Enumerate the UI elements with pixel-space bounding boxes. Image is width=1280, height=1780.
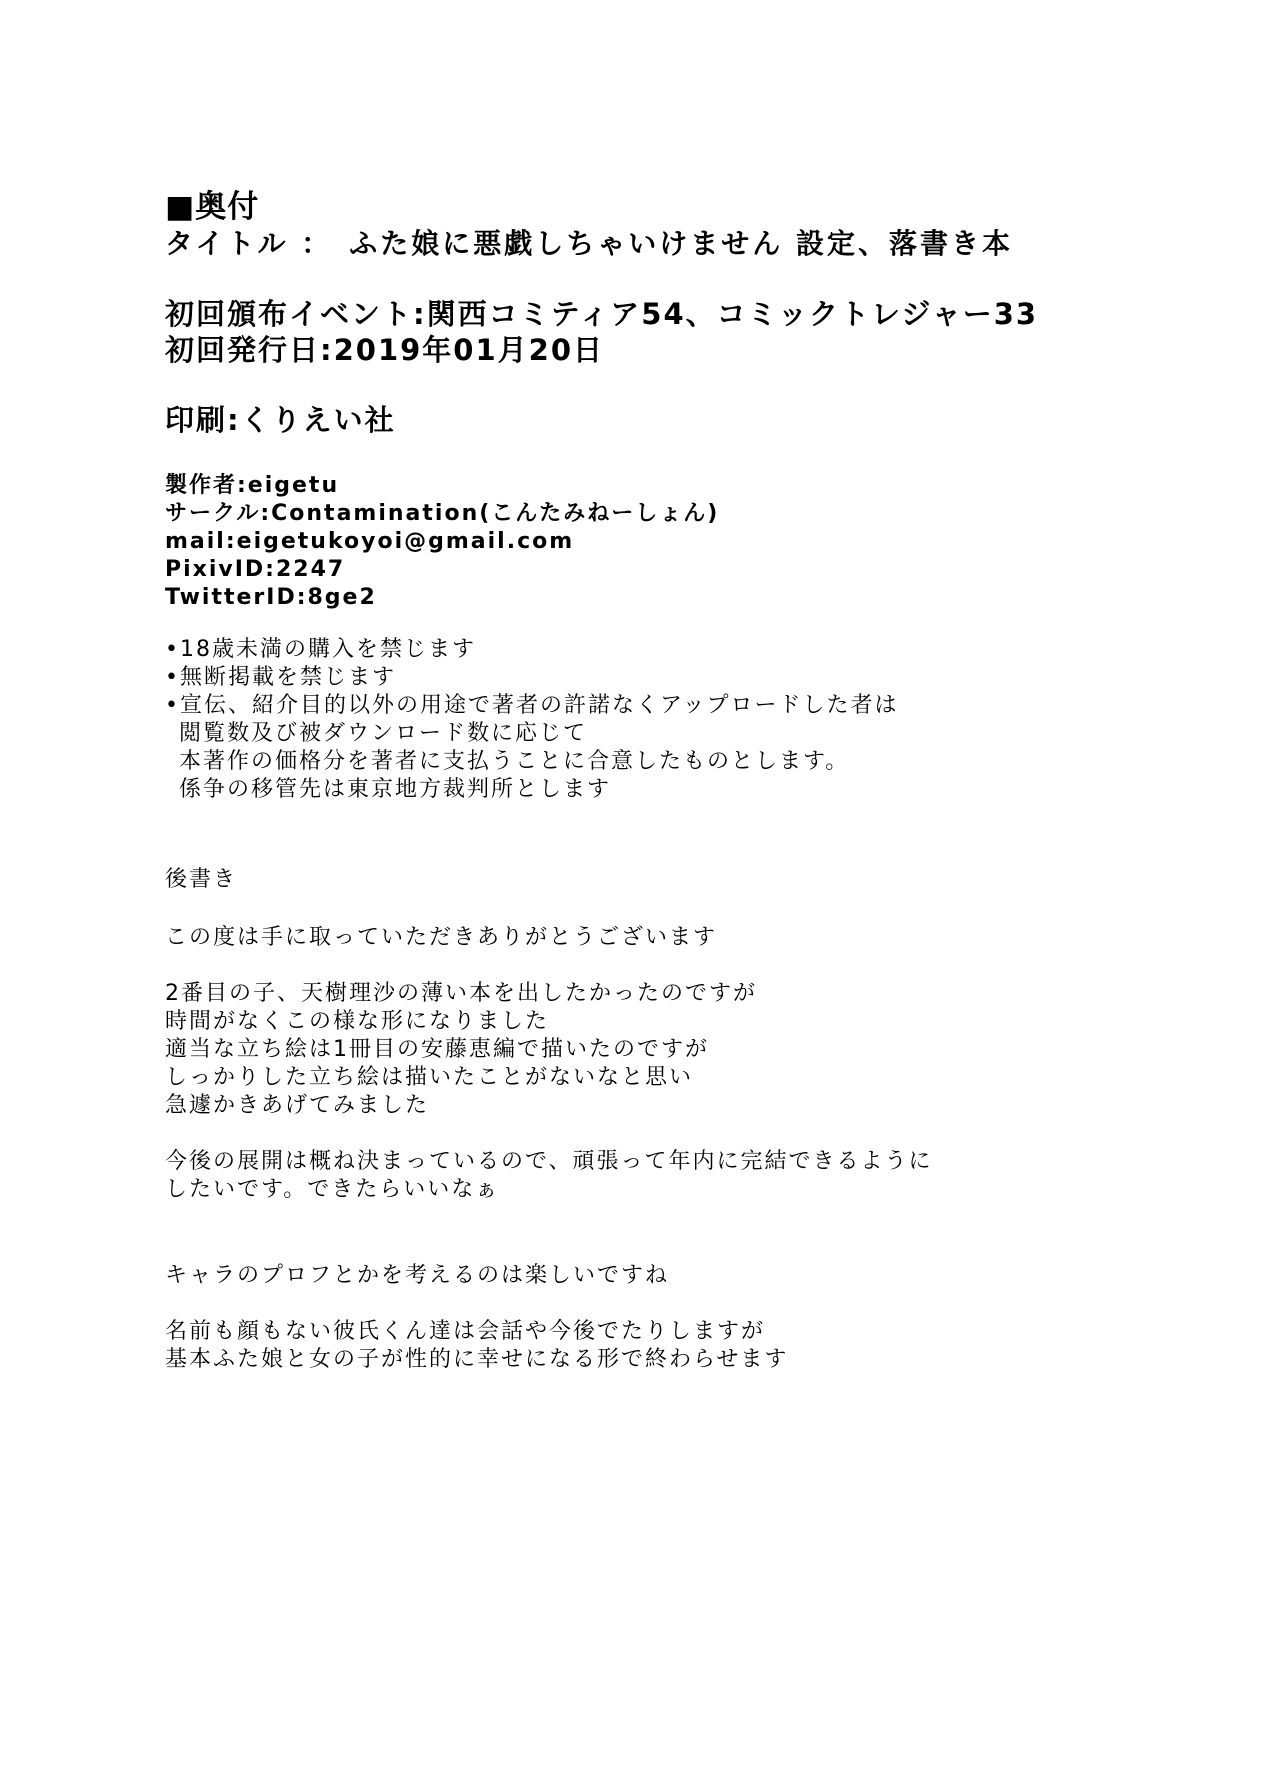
afterword-line: したいです。できたらいいなぁ <box>165 1177 500 1202</box>
afterword-heading: 後書き <box>165 867 238 892</box>
spacer <box>165 262 1225 296</box>
spacer <box>165 894 1225 924</box>
notice-item: •18歳未満の購入を禁じます <box>165 637 476 662</box>
notice-continuation: 本著作の価格分を著者に支払うことに合意したものとします。 <box>179 749 850 774</box>
credit-mail: mail:eigetukoyoi@gmail.com <box>165 529 575 554</box>
notice-item: •宣伝、紹介目的以外の用途で著者の許諾なくアップロードした者は <box>165 693 899 718</box>
spacer <box>165 804 1225 866</box>
notice-continuation: 係争の移管先は東京地方裁判所とします <box>179 777 612 802</box>
spacer <box>165 612 1225 636</box>
credit-pixiv: PixivID:2247 <box>165 557 346 582</box>
credit-circle: サークル:Contamination(こんたみねーしょん) <box>165 501 720 526</box>
notices-block <box>165 636 1225 804</box>
afterword-line: 時間がなくこの様な形になりました <box>165 1009 550 1034</box>
event-line: 初回頒布イベント:関西コミティア54、コミックトレジャー33 <box>165 297 1039 331</box>
credits-block <box>165 472 1225 612</box>
print-line: 印刷:くりえい社 <box>165 403 396 437</box>
colophon-document <box>165 188 1225 1374</box>
afterword-line: キャラのプロフとかを考えるのは楽しいですね <box>165 1263 670 1288</box>
afterword-block <box>165 866 1225 1374</box>
spacer <box>165 438 1225 472</box>
spacer <box>165 1120 1225 1148</box>
afterword-line: 名前も顔もない彼氏くん達は会話や今後でたりしますが <box>165 1319 766 1344</box>
title-line: タイトル ： ふた娘に悪戯しちゃいけません 設定、落書き本 <box>165 227 1013 260</box>
spacer <box>165 1290 1225 1318</box>
spacer <box>165 952 1225 980</box>
notice-continuation: 閲覧数及び被ダウンロード数に応じて <box>179 721 588 746</box>
afterword-line: 適当な立ち絵は1冊目の安藤恵編で描いたのですが <box>165 1037 709 1062</box>
spacer <box>165 1204 1225 1262</box>
afterword-thanks: この度は手に取っていただきありがとうございます <box>165 925 718 950</box>
date-line: 初回発行日:2019年01月20日 <box>165 333 605 367</box>
colophon-heading: ■奥付 <box>165 189 260 225</box>
afterword-line: 今後の展開は概ね決まっているので、頑張って年内に完結できるように <box>165 1149 933 1174</box>
afterword-line: 2番目の子、天樹理沙の薄い本を出したかったのですが <box>165 981 757 1006</box>
afterword-line: 基本ふた娘と女の子が性的に幸せになる形で終わらせます <box>165 1347 789 1372</box>
afterword-line: 急遽かきあげてみました <box>165 1093 430 1118</box>
notice-item: •無断掲載を禁じます <box>165 665 396 690</box>
credit-author: 製作者:eigetu <box>165 473 340 498</box>
credit-twitter: TwitterID:8ge2 <box>165 585 377 610</box>
spacer <box>165 368 1225 402</box>
afterword-line: しっかりした立ち絵は描いたことがないなと思い <box>165 1065 694 1090</box>
